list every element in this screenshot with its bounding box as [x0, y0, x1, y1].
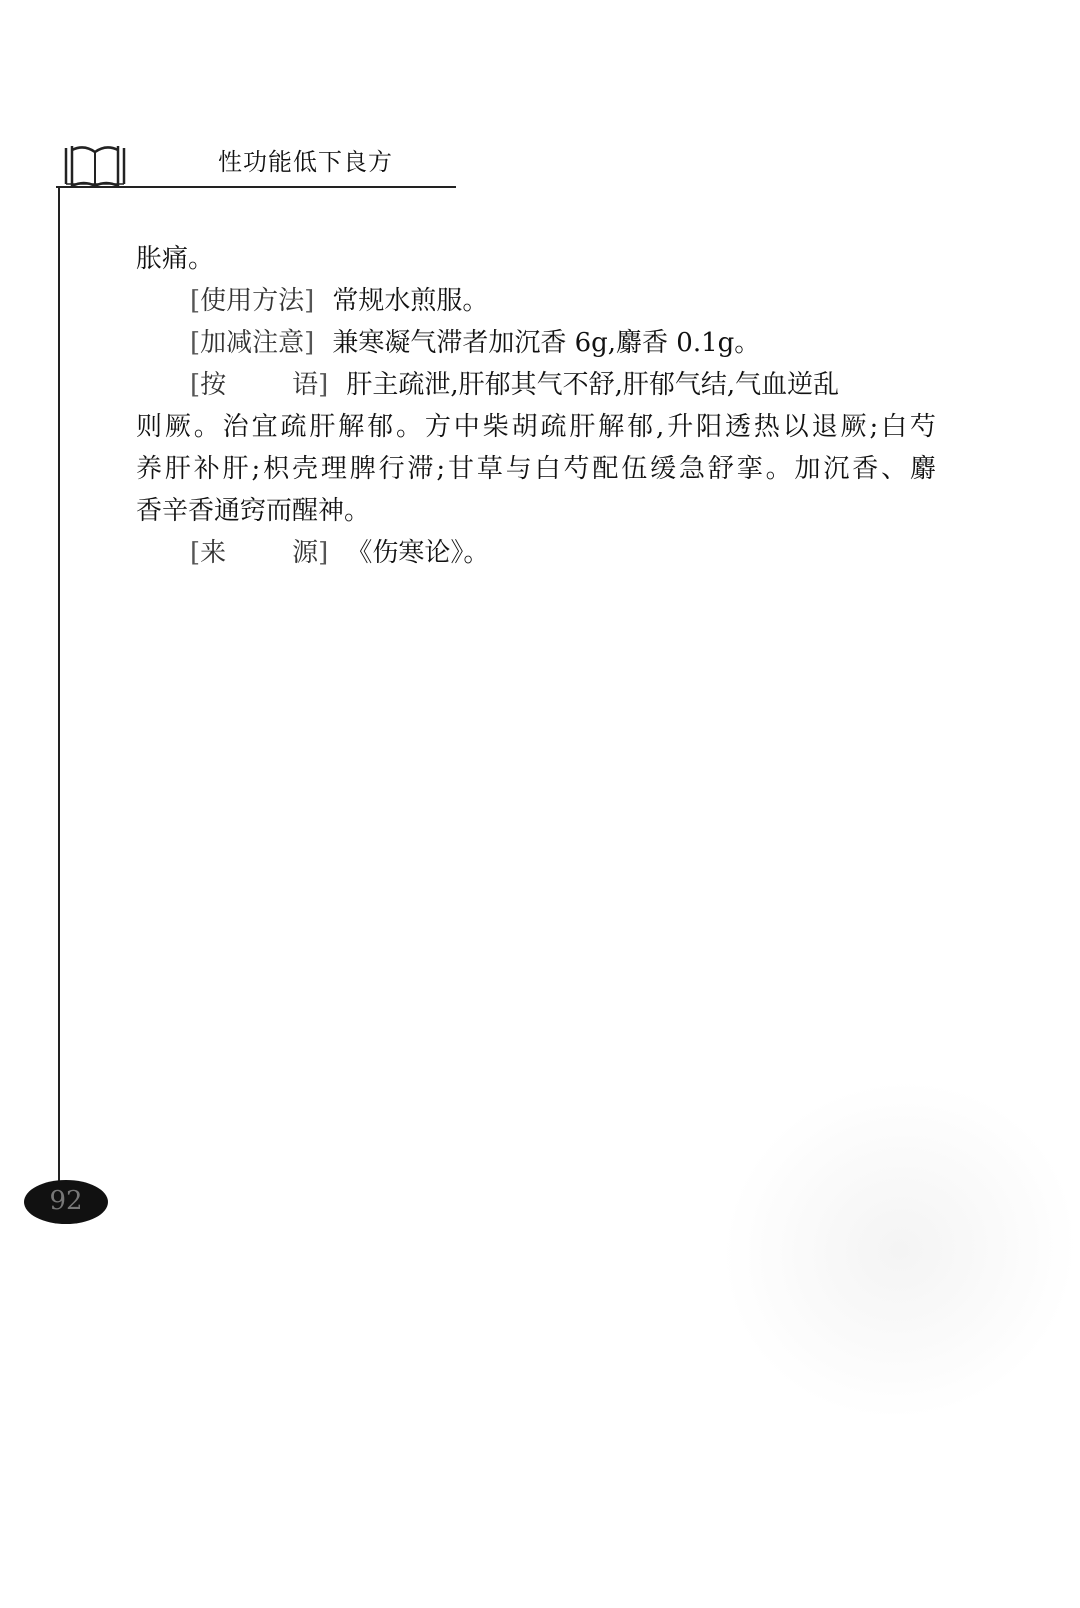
page-number: 92 — [49, 1186, 83, 1216]
intro-tail-line — [136, 238, 936, 280]
source-text: 《伤寒论》。 — [346, 538, 490, 568]
page-number-badge — [24, 1180, 108, 1224]
running-title: 性功能低下良方 — [218, 148, 393, 176]
source-line — [136, 532, 936, 574]
commentary-line-1 — [136, 364, 936, 406]
usage-line — [136, 280, 936, 322]
commentary-text-4: 香辛香通窍而醒神。 — [136, 496, 371, 526]
scan-blemish — [673, 1029, 1080, 1472]
header-rule — [56, 186, 456, 188]
usage-label: [使用方法] — [190, 286, 315, 316]
body-text — [136, 238, 936, 574]
modification-label: [加减注意] — [190, 328, 315, 358]
commentary-line-2 — [136, 406, 936, 448]
margin-rule — [58, 186, 60, 1188]
commentary-text-2: 则厥。治宜疏肝解郁。方中柴胡疏肝解郁,升阳透热以退厥;白芍 — [136, 412, 936, 442]
usage-text: 常规水煎服。 — [332, 286, 489, 316]
commentary-line-4 — [136, 490, 936, 532]
commentary-text-3: 养肝补肝;枳壳理脾行滞;甘草与白芍配伍缓急舒挛。加沉香、麝 — [136, 454, 936, 484]
source-label: [来 源] — [190, 538, 329, 568]
modification-text: 兼寒凝气滞者加沉香 6g,麝香 0.1g。 — [332, 328, 761, 358]
commentary-text-1: 肝主疏泄,肝郁其气不舒,肝郁气结,气血逆乱 — [346, 370, 840, 400]
open-book-icon — [62, 142, 128, 188]
modification-line — [136, 322, 936, 364]
commentary-label: [按 语] — [190, 370, 329, 400]
commentary-line-3 — [136, 448, 936, 490]
intro-tail: 胀痛。 — [136, 244, 215, 274]
